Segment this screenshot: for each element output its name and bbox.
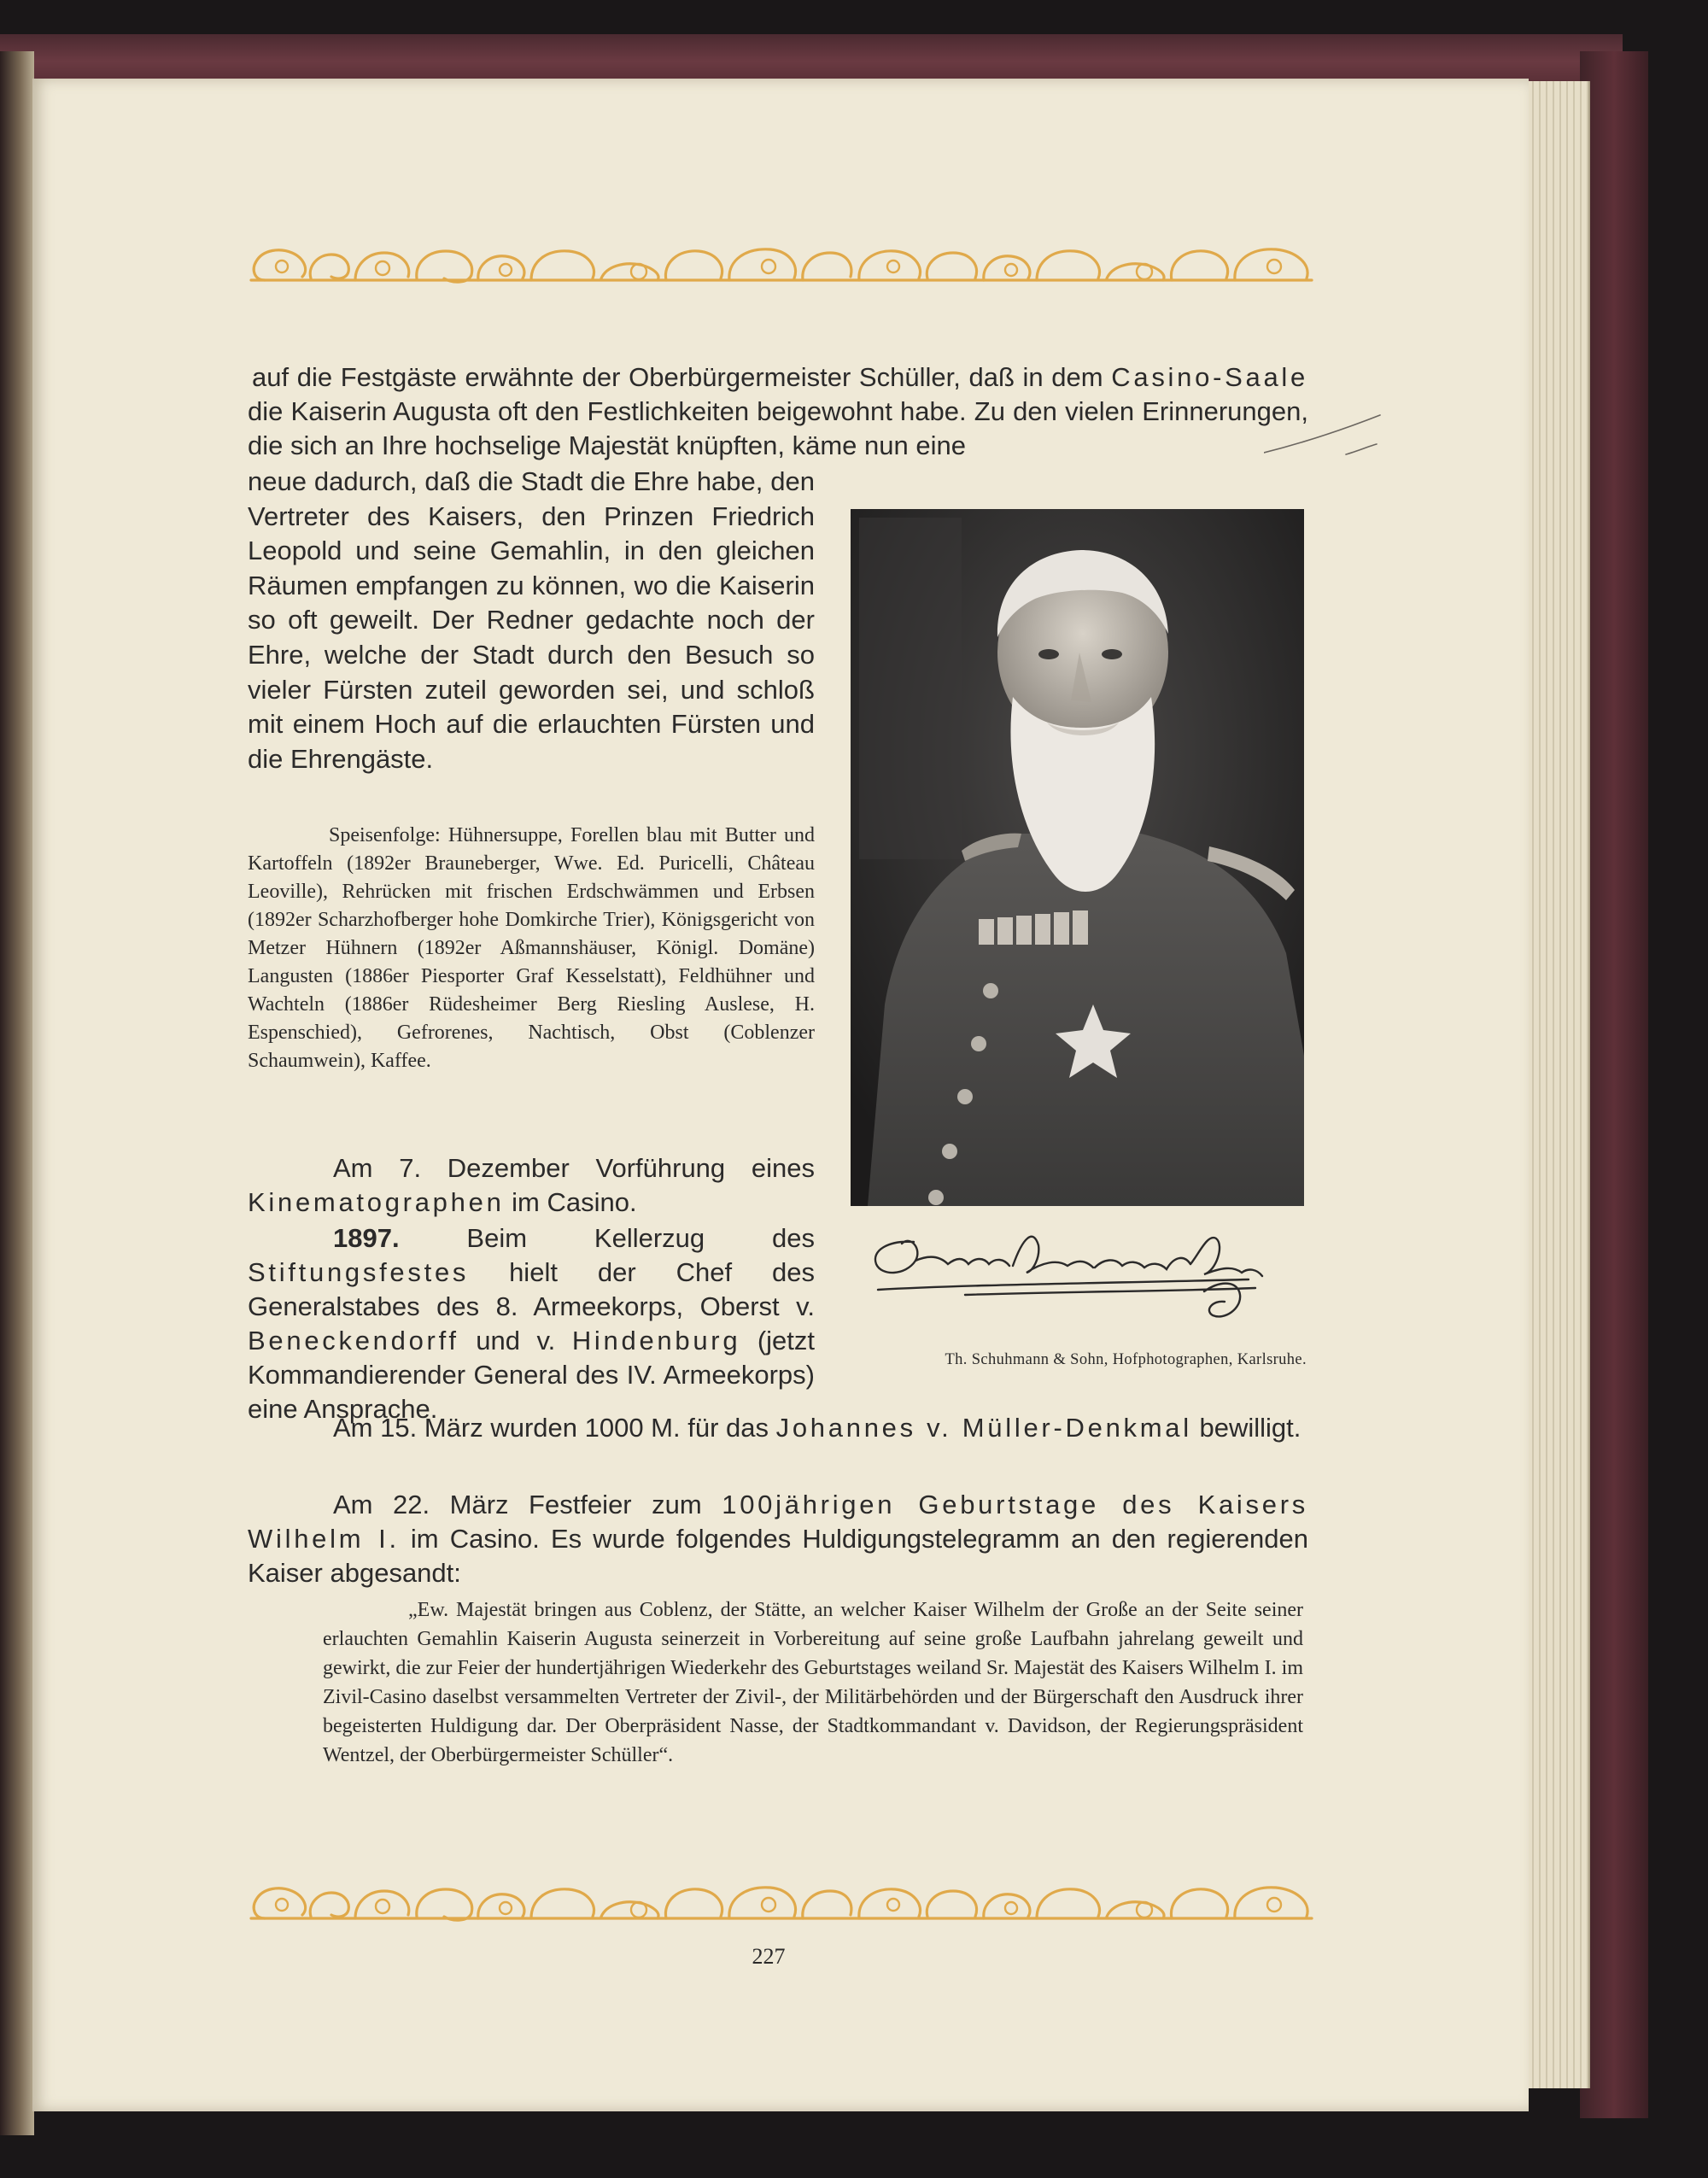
handwritten-signature-icon: [863, 1220, 1281, 1331]
paragraph-3-text-a: Am 7. Dezember Vorführung eines: [333, 1153, 815, 1183]
paragraph-4: [248, 1221, 815, 1426]
paragraph-1: [248, 360, 1308, 463]
page-edges: [1520, 81, 1590, 2088]
telegram-quote: „Ew. Majestät bringen aus Coblenz, der Stätte, an welcher Kaiser Wilhelm der Große an der Seite seiner erlauchten Gemahlin Kaiserin Augusta seinerzeit in Vorbereitung auf seine große Laufbahn jahrelang geweilt und gewirkt, die zur Feier der hundertjährigen Wiederkehr des Geburtstages weiland Sr. Majestät des Kaisers Wilhelm I. im Zivil-Casino daselbst versammelten Vertreter der Zivil-, der Militärbehörden und der Bürgerschaft den Ausdruck ihrer begeisterten Huldigung dar. Der Oberpräsident Nasse, der Stadtkommandant v. Davidson, der Regierungspräsident Wentzel, der Oberbürgermeister Schüller“.: [323, 1599, 1303, 1766]
beneckendorff-text: Beneckendorff: [248, 1326, 459, 1355]
jubilee-text: 100jährigen Geburtstage des Kaisers Wilhelm I.: [248, 1490, 1308, 1554]
top-ornament-band: [248, 241, 1315, 290]
menu-text: Hühnersuppe, Forellen blau mit Butter und Kartoffeln (1892er Brauneberger, Wwe. Ed. Puricelli, Château Leoville), Rehrücken mit frischen Erdschwämmen und Erbsen (1892er Scharzhofberger hohe Domkirche Trier), Königsgericht von Metzer Hühnern (1892er Aßmannshäuser, Königl. Domäne) Langusten (1886er Piesporter Graf Kesselstatt), Feldhühner und Wachteln (1886er Rüdesheimer Berg Riesling Auslese, H. Espenschied), Gefrorenes, Nachtisch, Obst (Coblenzer Schaumwein), Kaffee.: [248, 824, 815, 1072]
kinematographen-text: Kinematographen: [248, 1187, 505, 1217]
portrait-image: [851, 509, 1304, 1206]
portrait-photo: [851, 509, 1304, 1206]
paragraph-6: [248, 1488, 1308, 1590]
bottom-ornament-band: [248, 1879, 1315, 1929]
paragraph-5-text-a: Am 15. März wurden 1000 M. für das: [333, 1413, 776, 1443]
stiftungsfestes-text: Stiftungsfestes: [248, 1257, 470, 1287]
johannes-mueller-denkmal-text: Johannes v. Müller-Denkmal: [775, 1413, 1192, 1443]
pencil-mark-icon: [1264, 384, 1383, 461]
paragraph-4-text-b: hielt der Chef des Generalstabes des 8. Armeekorps, Oberst v.: [248, 1257, 815, 1321]
paragraph-1-text-b: die Kaiserin Augusta oft den Festlichkeiten beigewohnt habe. Zu den vielen Erinnerungen, die sich an Ihre hochselige Majestät knüpften, käme nun eine: [248, 396, 1308, 460]
paragraph-2: neue dadurch, daß die Stadt die Ehre habe, den Vertreter des Kaisers, den Prinzen Friedrich Leopold und seine Gemahlin, in den gleichen Räumen empfangen zu können, wo die Kaiserin so oft geweilt. Der Redner gedachte noch der Ehre, welche der Stadt durch den Besuch so vieler Fürsten zuteil geworden sei, und schloß mit einem Hoch auf die erlauchten Fürsten und die Ehrengäste.: [248, 466, 815, 774]
hindenburg-text: Hindenburg: [571, 1326, 741, 1355]
photo-credit: Th. Schuhmann & Sohn, Hofphotographen, Karlsruhe.: [945, 1351, 1307, 1368]
menu-intro: Speisenfolge:: [329, 824, 441, 846]
paragraph-5-text-b: bewilligt.: [1191, 1413, 1301, 1443]
year-1897: 1897.: [333, 1223, 400, 1253]
menu-paragraph: [248, 822, 815, 1075]
page-number: 227: [752, 1944, 786, 1969]
paragraph-4-text-a: Beim Kellerzug des: [399, 1223, 815, 1253]
book-spine-left: [0, 51, 34, 2135]
ornament-border-icon: [248, 241, 1315, 290]
casino-saale-text: Casino-Saale: [1111, 362, 1308, 392]
paragraph-5: [248, 1411, 1308, 1445]
paragraph-4-text-d: (jetzt Kommandierender General des IV. Armeekorps) eine Ansprache.: [248, 1326, 815, 1424]
handwritten-signature: [863, 1220, 1281, 1331]
book-cover-right: [1580, 51, 1648, 2118]
paragraph-1-text-a: auf die Festgäste erwähnte der Oberbürgermeister Schüller, daß in dem: [252, 362, 1112, 392]
paragraph-3: [248, 1151, 815, 1220]
paragraph-3-text-b: im Casino.: [504, 1187, 637, 1217]
ornament-border-icon: [248, 1879, 1315, 1929]
paragraph-6-text-a: Am 22. März Festfeier zum: [333, 1490, 722, 1519]
paragraph-4-text-c: und v.: [459, 1326, 572, 1355]
paragraph-6-text-b: im Casino. Es wurde folgendes Huldigungstelegramm an den regierenden Kaiser abgesandt:: [248, 1524, 1308, 1588]
